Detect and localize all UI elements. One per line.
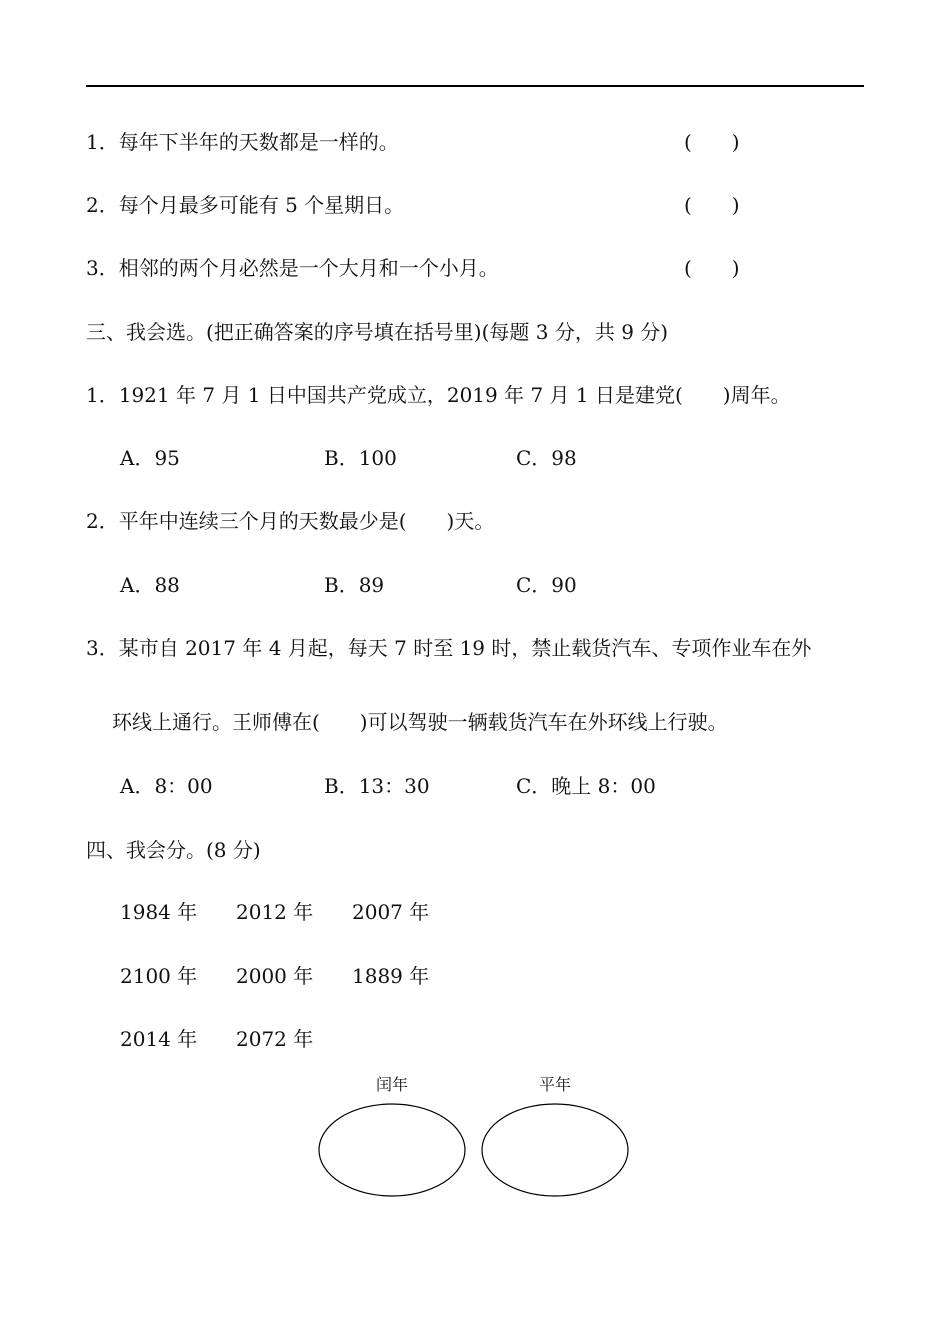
common-year-oval[interactable] — [482, 1104, 628, 1196]
choice-question-1: 1．1921 年 7 月 1 日中国共产党成立，2019 年 7 月 1 日是建党( )周年。 — [86, 383, 791, 407]
option-1a[interactable]: A．95 — [120, 446, 180, 470]
option-3b[interactable]: B．13：30 — [324, 774, 430, 798]
option-3c[interactable]: C．晚上 8：00 — [516, 774, 656, 798]
option-2b[interactable]: B．89 — [324, 573, 385, 597]
year-item: 2012 年 — [236, 900, 314, 924]
judge-item-1: 1．每年下半年的天数都是一样的。 — [86, 130, 399, 154]
top-rule — [86, 85, 864, 87]
common-year-label: 平年 — [538, 1075, 572, 1094]
year-item: 2007 年 — [352, 900, 430, 924]
option-3a[interactable]: A．8：00 — [120, 774, 213, 798]
option-1b[interactable]: B．100 — [324, 446, 397, 470]
section3-heading: 三、我会选。(把正确答案的序号填在括号里)(每题 3 分，共 9 分) — [86, 320, 669, 344]
sorting-diagram — [300, 1068, 660, 1208]
answer-paren-3[interactable]: ( ) — [684, 256, 740, 280]
year-item: 2100 年 — [120, 964, 198, 988]
choice-question-2: 2．平年中连续三个月的天数最少是( )天。 — [86, 509, 495, 533]
section4-heading: 四、我会分。(8 分) — [86, 838, 261, 862]
option-1c[interactable]: C．98 — [516, 446, 577, 470]
leap-year-label: 闰年 — [375, 1075, 409, 1094]
year-item: 2000 年 — [236, 964, 314, 988]
option-2a[interactable]: A．88 — [120, 573, 180, 597]
judge-item-2: 2．每个月最多可能有 5 个星期日。 — [86, 193, 405, 217]
choice-question-3: 3．某市自 2017 年 4 月起，每天 7 时至 19 时，禁止载货汽车、专项作业车在外 — [86, 636, 812, 660]
leap-year-oval[interactable] — [319, 1104, 465, 1196]
judge-item-3: 3．相邻的两个月必然是一个大月和一个小月。 — [86, 256, 499, 280]
year-item: 1889 年 — [352, 964, 430, 988]
year-item: 2014 年 — [120, 1027, 198, 1051]
answer-paren-1[interactable]: ( ) — [684, 130, 740, 154]
choice-question-3-cont: 环线上通行。王师傅在( )可以驾驶一辆载货汽车在外环线上行驶。 — [112, 710, 728, 734]
year-item: 1984 年 — [120, 900, 198, 924]
option-2c[interactable]: C．90 — [516, 573, 577, 597]
answer-paren-2[interactable]: ( ) — [684, 193, 740, 217]
year-item: 2072 年 — [236, 1027, 314, 1051]
